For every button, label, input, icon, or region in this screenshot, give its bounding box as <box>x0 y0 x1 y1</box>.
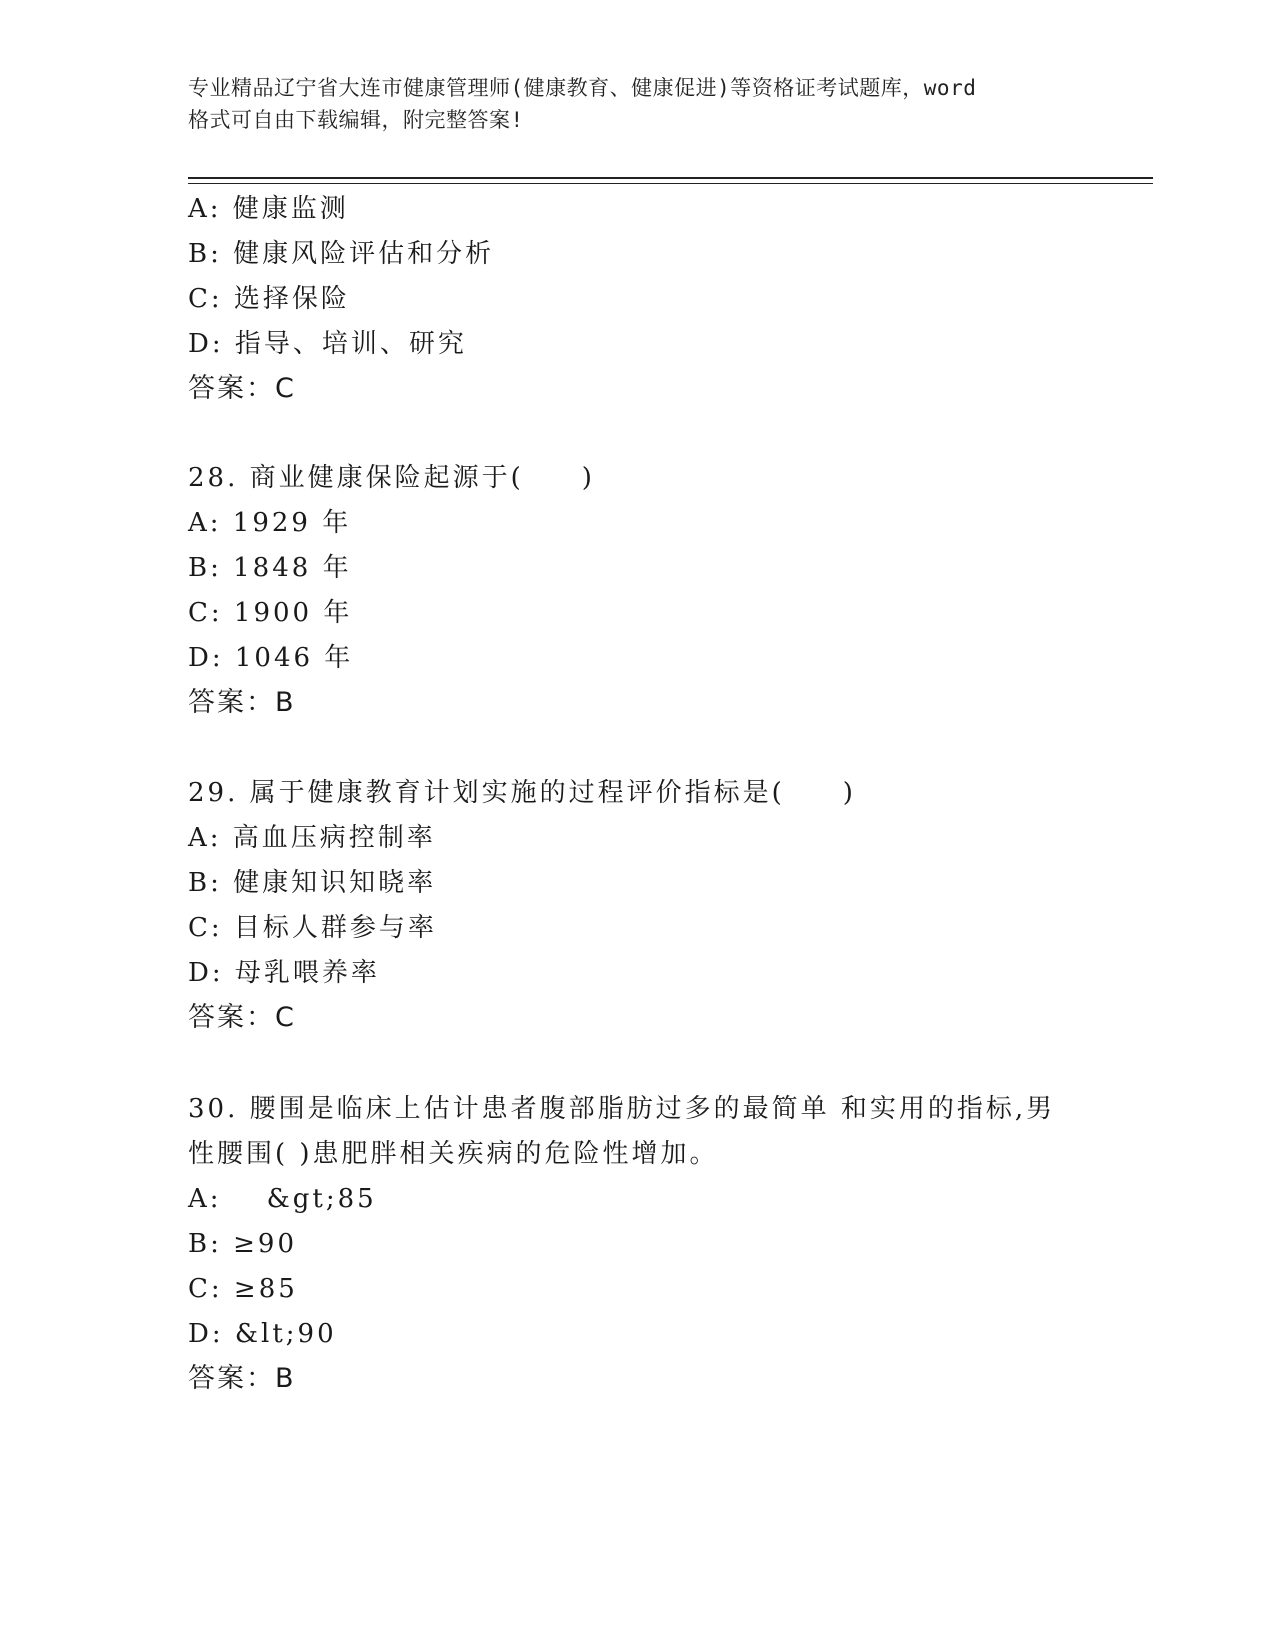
header-line-1: 专业精品辽宁省大连市健康管理师(健康教育、健康促进)等资格证考试题库，word <box>188 76 977 100</box>
q29-question: 29. 属于健康教育计划实施的过程评价指标是( ) <box>188 778 856 808</box>
q30-option-b: B: ≥90 <box>188 1229 297 1259</box>
q29-option-c: C: 目标人群参与率 <box>188 913 437 943</box>
document-header <box>188 72 1088 136</box>
q29-option-b: B: 健康知识知晓率 <box>188 868 437 898</box>
q30-answer: 答案：B <box>188 1363 296 1394</box>
header-divider-thin <box>188 183 1153 184</box>
header-line-2: 格式可自由下载编辑，附完整答案! <box>188 108 524 132</box>
q30-option-c: C: ≥85 <box>188 1274 298 1304</box>
q29-answer: 答案：C <box>188 1002 296 1033</box>
q28-option-b: B: 1848 年 <box>188 553 352 583</box>
q27-option-d: D: 指导、培训、研究 <box>188 329 467 359</box>
q27-option-b: B: 健康风险评估和分析 <box>188 239 495 269</box>
q29-option-a: A: 高血压病控制率 <box>188 823 436 853</box>
q30-question-line-2: 性腰围( )患肥胖相关疾病的危险性增加。 <box>188 1139 719 1169</box>
q28-option-c: C: 1900 年 <box>188 598 353 628</box>
q28-option-a: A: 1929 年 <box>188 508 352 538</box>
q27-option-c: C: 选择保险 <box>188 284 350 314</box>
q29-option-d: D: 母乳喂养率 <box>188 958 380 988</box>
header-divider <box>188 177 1153 179</box>
q30-option-a: A: &gt;85 <box>188 1184 377 1214</box>
q30-option-d: D: &lt;90 <box>188 1319 337 1349</box>
q30-question-line-1: 30. 腰围是临床上估计患者腹部脂肪过多的最简单 和实用的指标,男 <box>188 1094 1056 1124</box>
q27-option-a: A: 健康监测 <box>188 194 349 224</box>
q27-answer: 答案：C <box>188 373 296 404</box>
q28-answer: 答案：B <box>188 687 296 718</box>
q28-option-d: D: 1046 年 <box>188 643 354 673</box>
q28-question: 28. 商业健康保险起源于( ) <box>188 463 595 493</box>
